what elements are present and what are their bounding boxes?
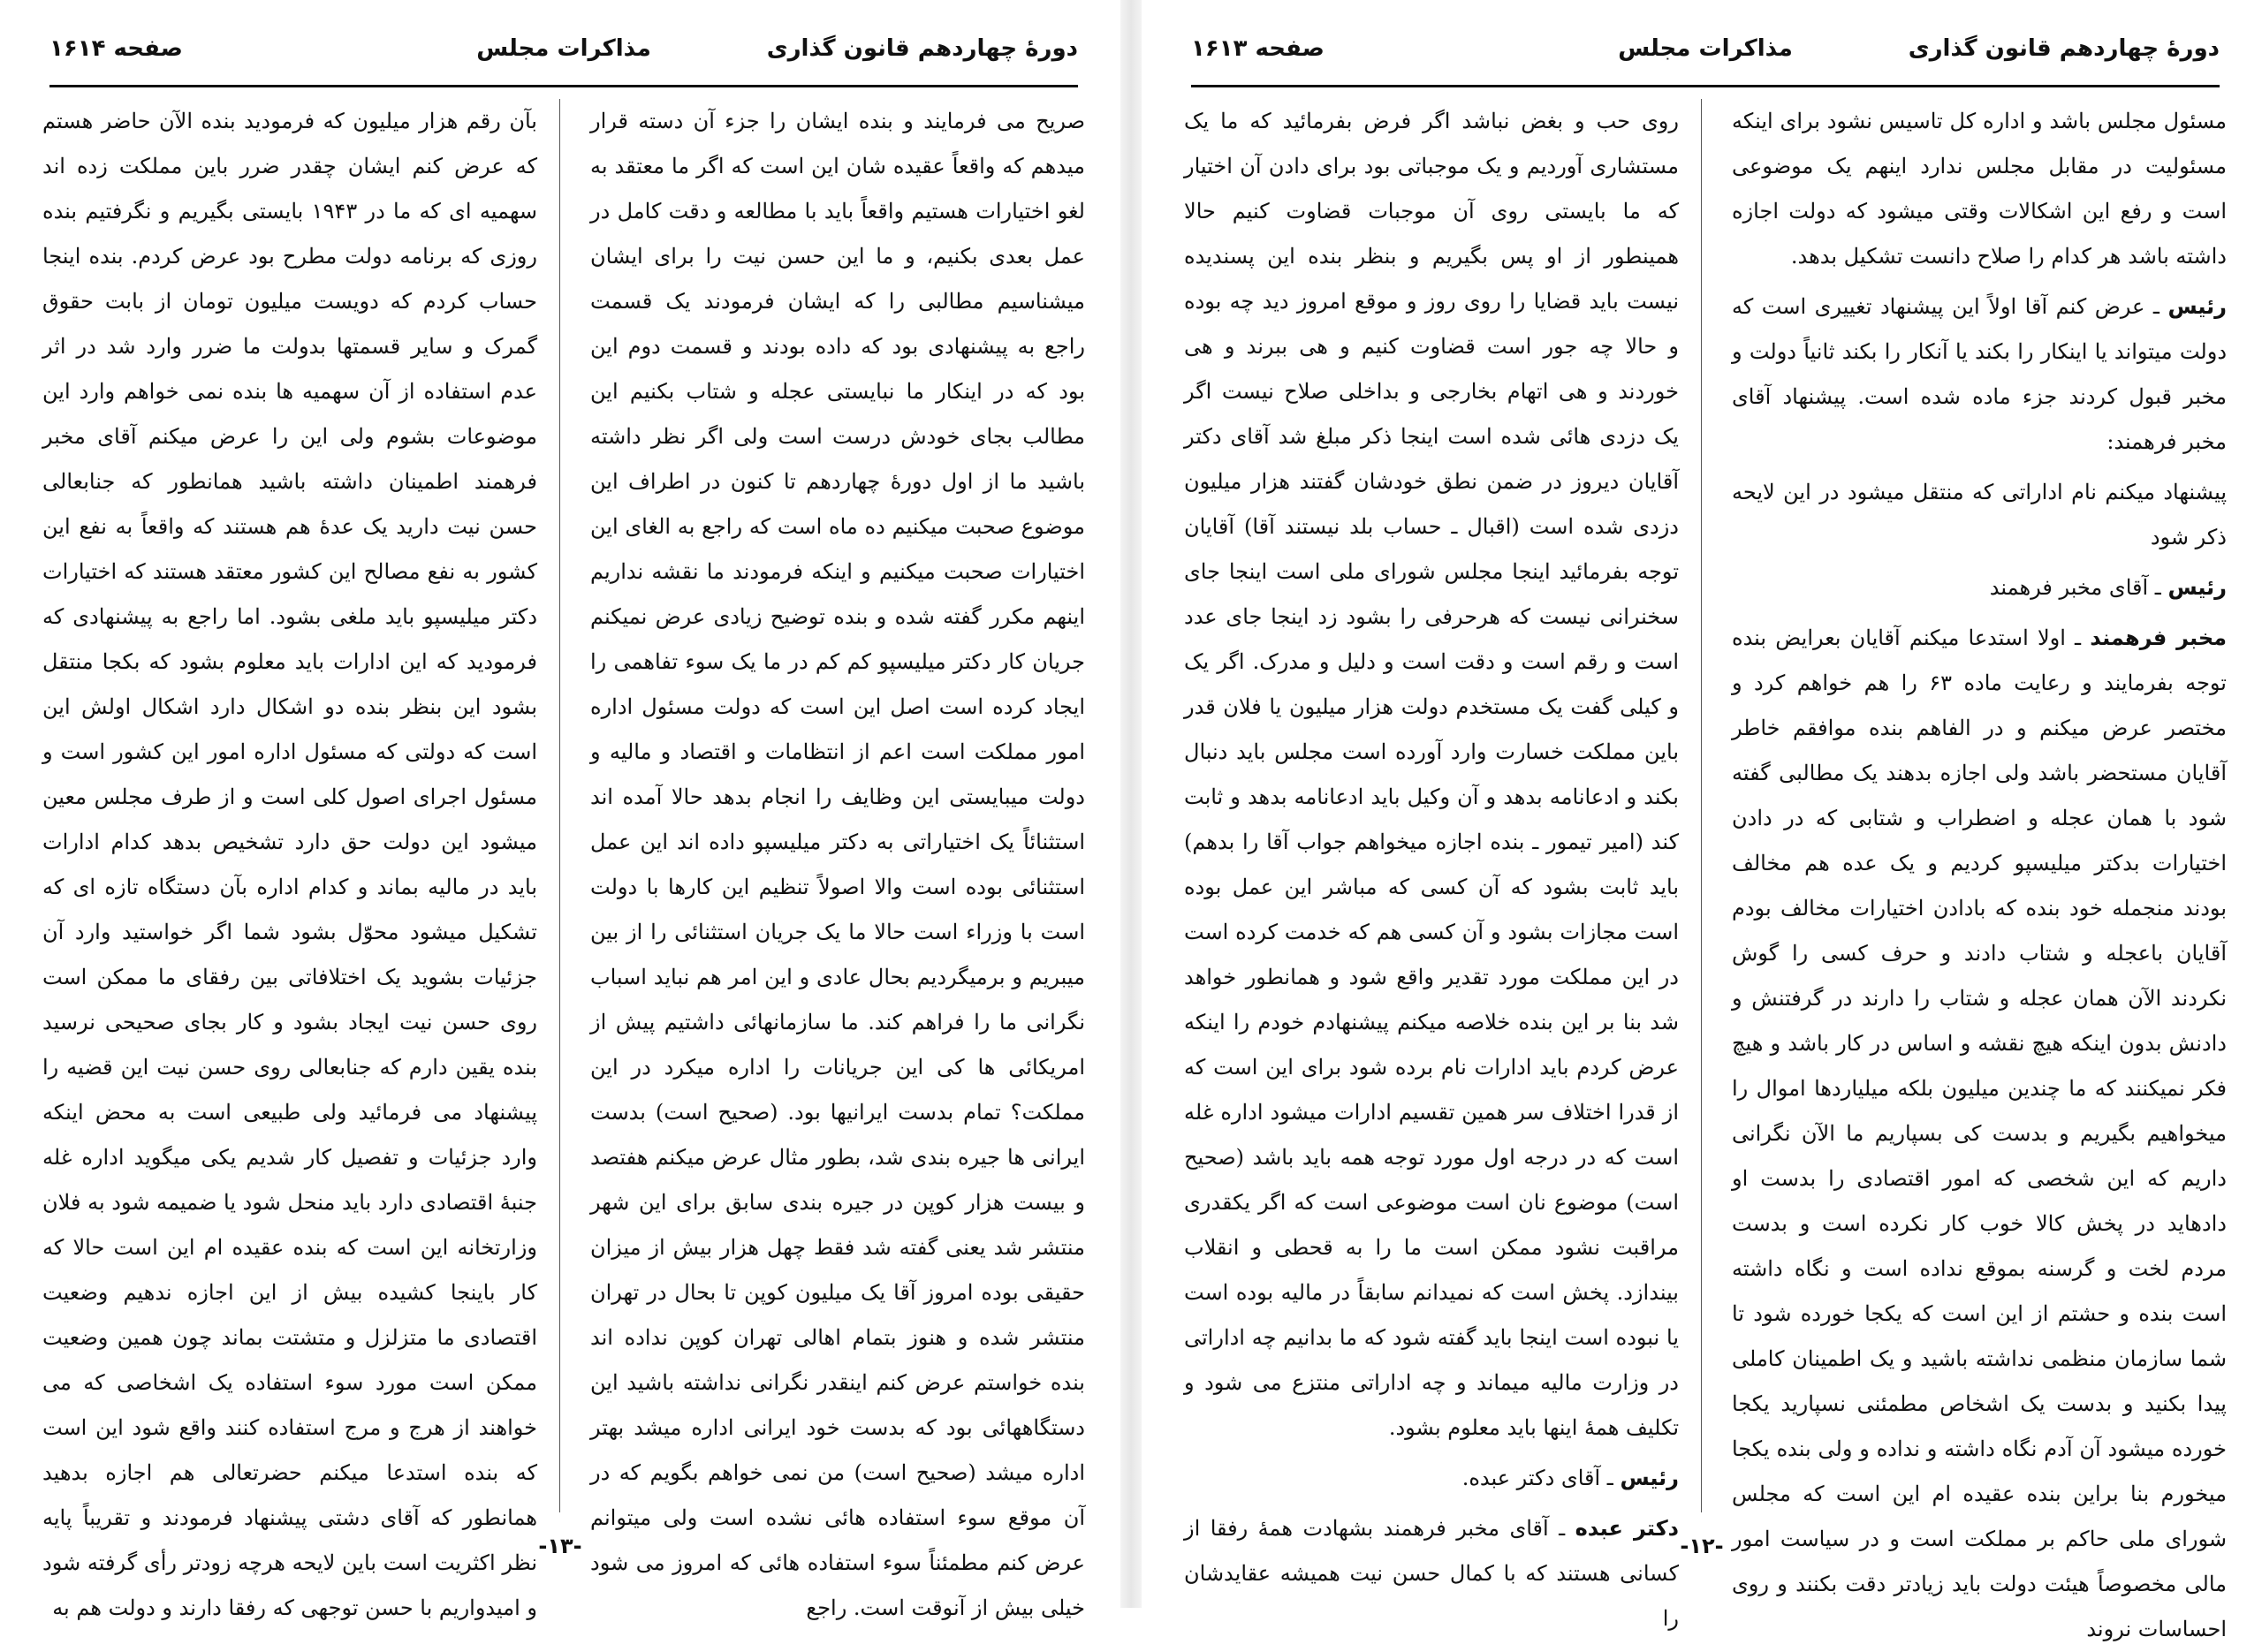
header-title: مذاکرات مجلس [1618,35,1793,62]
paragraph: بآن رقم هزار میلیون که فرمودید بنده الآن حاضر هستم که عرض کنم ایشان چقدر ضرر باین مملکت زده اند سهمیه ای که ما در ۱۹۴۳ بایستی بگیریم و نگرفتیم بنده روزی که برنامه دولت مطرح بود عرض کردم. بنده اینجا حساب کردم که دویست میلیون تومان از بابت حقوق گمرک و سایر قسمتها بدولت ما ضرر وارد شد در اثر عدم استفاده از آن سهمیه ها بنده نمی خواهم وارد این موضوعات بشوم ولی این را عرض میکنم آقای مخبر فرهمند اطمینان داشته باشید همانطور که جنابعالی حسن نیت دارید یک عدهٔ هم هستند که واقعاً به نفع این کشور به نفع مصالح این کشور معتقد هستند که اختیارات دکتر میلیسپو باید ملغی بشود. اما راجع به پیشنهادی که فرمودید که این ادارات باید معلوم بشود که بکجا منتقل بشود این بنظر بنده دو اشکال دارد اشکال اولش این است که دولتی که مسئول اداره امور این کشور است و مسئول اجرای اصول کلی است و از طرف مجلس معین میشود این دولت حق دارد تشخیص بدهد کدام ادارات باید در مالیه بماند و کدام اداره بآن دستگاه تازه ای که تشکیل میشود محوّل بشود شما اگر خواستید وارد آن جزئیات بشوید یک اختلافاتی بین رفقای ما ممکن است روی حسن نیت ایجاد بشود و کار بجای صحیحی نرسید بنده یقین دارم که جنابعالی روی حسن نیت این قضیه را پیشنهاد می فرمائید ولی طبیعی است به محض اینکه وارد جزئیات و تفصیل کار شدیم یکی میگوید اداره غله جنبهٔ اقتصادی دارد باید منحل شود یا ضمیمه شود به فلان وزارتخانه این است که بنده عقیده ام این است حالا که کار باینجا کشیده بیش از این اجازه ندهیم وضعیت اقتصادی ما متزلزل و متشتت بماند چون همین وضعیت ممکن است مورد سوء استفاده یک اشخاصی که می خواهند از هرج و مرج استفاده کنند واقع شود این است که بنده استدعا میکنم حضرتعالی هم اجازه بدهید همانطور که آقای دشتی پیشنهاد فرمودند و تقریباً پایه نظر اکثریت است باین لایحه هرچه زودتر رأی گرفته شود و امیدواریم با حسن توجهی که رفقا دارند و دولت هم به [42,109,538,1620]
column-divider [1701,99,1702,1512]
header-page-number: صفحه ۱۶۱۳ [1191,35,1325,62]
text-column-right [590,99,1085,1620]
speaker-paragraph: دکتر عبده ـ آقای مخبر فرهمند بشهادت همهٔ رفقا از کسانی هستند که با کمال حسن نیت همیشه عقایدشان را [1184,1516,1679,1631]
header-page-number: صفحه ۱۶۱۴ [49,35,183,62]
header-rule [1191,85,2220,87]
header-rule [49,85,1078,87]
speaker-paragraph: رئیس ـ عرض کنم آقا اولاً این پیشنهاد تغییری است که دولت میتواند یا اینکار را بکند یا آنکار را بکند ثانیاً دولت و مخبر قبول کردند جزء ماده شده است. پیشنهاد آقای مخبر فرهمند: [1732,294,2227,454]
speaker-paragraph: مخبر فرهمند ـ اولا استدعا میکنم آقایان بعرایض بنده توجه بفرمایند و رعایت ماده ۶۳ را هم خواهم کرد و مختصر عرض میکنم و در الفاهم بنده موافقم خاطر آقایان مستحضر باشد ولی اجازه بدهند یک مطالبی گفته شود با همان عجله و اضطراب و شتابی که در دادن اختیارات بدکتر میلیسپو کردیم و یک عده هم مخالف بودند منجمله خود بنده که بادادن اختیارات مخالف بودم آقایان باعجله و شتاب دادند و حرف کسی را گوش نکردند الآن همان عجله و شتاب را دارند در گرفتنش و دادنش بدون اینکه هیچ نقشه و اساس در کار باشد و هیچ فکر نمیکنند که ما چندین میلیون بلکه میلیاردها اموال را میخواهیم بگیریم و بدست کی بسپاریم ما الآن نگرانی داریم که این شخصی که امور اقتصادی را بدست او دادهاید در پخش کالا خوب کار نکرده است و بدست مردم لخت و گرسنه بموقع نداده است و نگاه داشته است بنده و حشتم از این است که یکجا خورده شود تا شما سازمان منظمی نداشته باشید و یک اطمینان کاملی پیدا بکنید و بدست یک اشخاص مطمئنی نسپارید یکجا خورده میشود آن آدم نگاه داشته و نداده و ولی بنده یکجا میخورم بنا براین بنده عقیده ام این است که مجلس شورای ملی حاکم بر مملکت است و در سیاست امور مالی مخصوصاً هیئت دولت باید زیادتر دقت بکنند و روی احساسات نروند [1732,625,2228,1641]
speaker-paragraph: رئیس ـ آقای مخبر فرهمند [1989,575,2227,600]
page-1613 [1142,0,2262,1641]
speaker-paragraph: رئیس ـ آقای دکتر عبده. [1461,1466,1679,1490]
page-header [49,35,1078,85]
folio-number: -۱۲- [1680,1534,1724,1558]
book-gutter [1120,0,1142,1608]
text-column-right [1732,99,2228,1641]
column-divider [559,99,560,1512]
text-column-left [1184,99,1679,1631]
paragraph: روی حب و بغض نباشد اگر فرض بفرمائید که ما یک مستشاری آوردیم و یک موجباتی بود برای دادن آن اختیار که ما بایستی روی آن موجبات قضاوت کنیم حالا همینطور از او پس بگیریم و بنظر بنده این پسندیده نیست باید قضایا را روی روز و موقع امروز دید چه بوده و حالا چه جور است قضاوت کنیم و هی ببرند و هی خوردند و هی اتهام بخارجی و بداخلی صلاح نیست اگر یک دزدی هائی شده است اینجا ذکر مبلغ شد آقای دکتر آقایان دیروز در ضمن نطق خودشان گفتند هزار میلیون دزدی شده است (اقبال ـ حساب بلد نیستند آقا) آقایان توجه بفرمائید اینجا مجلس شورای ملی است اینجا جای سخنرانی نیست که هرحرفی را بشود زد اینجا جای عدد است و رقم است و دقت است و دلیل و مدرک. اگر یک و کیلی گفت یک مستخدم دولت هزار میلیون یا فلان قدر باین مملکت خسارت وارد آورده است مجلس باید دنبال بکند و ادعانامه بدهد و آن وکیل باید ادعانامه بدهد و ثابت کند (امیر تیمور ـ بنده اجازه میخواهم جواب آقا را بدهم) باید ثابت بشود که آن کسی که مباشر این عمل بوده است مجازات بشود و آن کسی هم که خدمت کرده است در این مملکت مورد تقدیر واقع شود و همانطور خواهد شد بنا بر این بنده خلاصه میکنم پیشنهادم خودم را اینکه عرض کردم باید ادارات نام برده شود برای این است که از قدرا اختلاف سر همین تقسیم ادارات میشود اداره غله است که در درجه اول مورد توجه همه باید باشد (صحیح است) موضوع نان است موضوعی است که اگر یکقدری مراقبت نشود ممکن است ما را به قحطی و انقلاب بیندازد. پخش است که نمیدانم سابقاً در مالیه بوده است یا نبوده است اینجا باید گفته شود که ما بدانیم چه اداراتی در وزارت مالیه میماند و چه اداراتی منتزع می شود و تکلیف همهٔ اینها باید معلوم بشود. [1184,109,1679,1440]
folio-number: -۱۳- [538,1534,582,1558]
page-header [1191,35,2220,85]
header-session: دورهٔ چهاردهم قانون گذاری [1908,35,2220,62]
paragraph: پیشنهاد میکنم نام اداراتی که منتقل میشود در این لایحه ذکر شود [1732,480,2227,549]
page-1614 [0,0,1120,1620]
paragraph: صریح می فرمایند و بنده ایشان را جزء آن دسته قرار میدهم که واقعاً عقیده شان این است که اگر ما معتقد به لغو اختیارات هستیم واقعاً باید با مطالعه و دقت کامل در عمل بعدی بکنیم، و ما این حسن نیت را برای ایشان میشناسیم مطالبی را که ایشان فرمودند یک قسمت راجع به پیشنهادی بود که داده بودند و قسمت دوم این بود که در اینکار ما نبایستی عجله و شتاب بکنیم این مطالب بجای خودش درست است ولی اگر نظر داشته باشید ما از اول دورهٔ چهاردهم تا کنون در اطراف این موضوع صحبت میکنیم ده ماه است که راجع به الغای این اختیارات صحبت میکنیم و اینکه فرمودند ما نقشه نداریم اینهم مکرر گفته شده و بنده توضیح زیادی عرض نمیکنم جریان کار دکتر میلیسپو کم کم در ما یک سوء تفاهمی را ایجاد کرده است اصل این است که دولت مسئول اداره امور مملکت است اعم از انتظامات و اقتصاد و مالیه و دولت میبایستی این وظایف را انجام بدهد حالا آمده اند استثنائاً یک اختیاراتی به دکتر میلیسپو داده اند این عمل استثنائی بوده است والا اصولاً تنظیم این کارها با دولت است با وزراء است حالا ما یک جریان استثنائی را از بین میبریم و برمیگردیم بحال عادی و این امر هم نباید اسباب نگرانی ما را فراهم کند. ما سازمانهائی داشتیم پیش از امریکائی ها کی این جریانات را اداره میکرد در این مملکت؟ تمام بدست ایرانیها بود. (صحیح است) بدست ایرانی ها جیره بندی شد، بطور مثال عرض میکنم هفتصد و بیست هزار کوپن در جیره بندی سابق برای این شهر منتشر شد یعنی گفته شد فقط چهل هزار بیش از میزان حقیقی بوده امروز آقا یک میلیون کوپن تا بحال در تهران منتشر شده و هنوز بتمام اهالی تهران کوپن نداده اند بنده خواستم عرض کنم اینقدر نگرانی نداشته باشید این دستگاههائی بود که بدست خود ایرانی اداره میشد بهتر اداره میشد (صحیح است) من نمی خواهم بگویم که در آن موقع سوء استفاده هائی نشده است ولی میتوانم عرض کنم مطمئناً سوء استفاده هائی که امروز می شود خیلی بیش از آنوقت است. راجع [590,109,1085,1620]
paragraph: مسئول مجلس باشد و اداره کل تاسیس نشود برای اینکه مسئولیت در مقابل مجلس ندارد اینهم یک موضوعی است و رفع این اشکالات وقتی میشود که دولت اجازه داشته باشد هر کدام را صلاح دانست تشکیل بدهد. [1732,109,2227,269]
text-column-left [42,99,538,1620]
header-session: دورهٔ چهاردهم قانون گذاری [766,35,1078,62]
header-title: مذاکرات مجلس [476,35,651,62]
